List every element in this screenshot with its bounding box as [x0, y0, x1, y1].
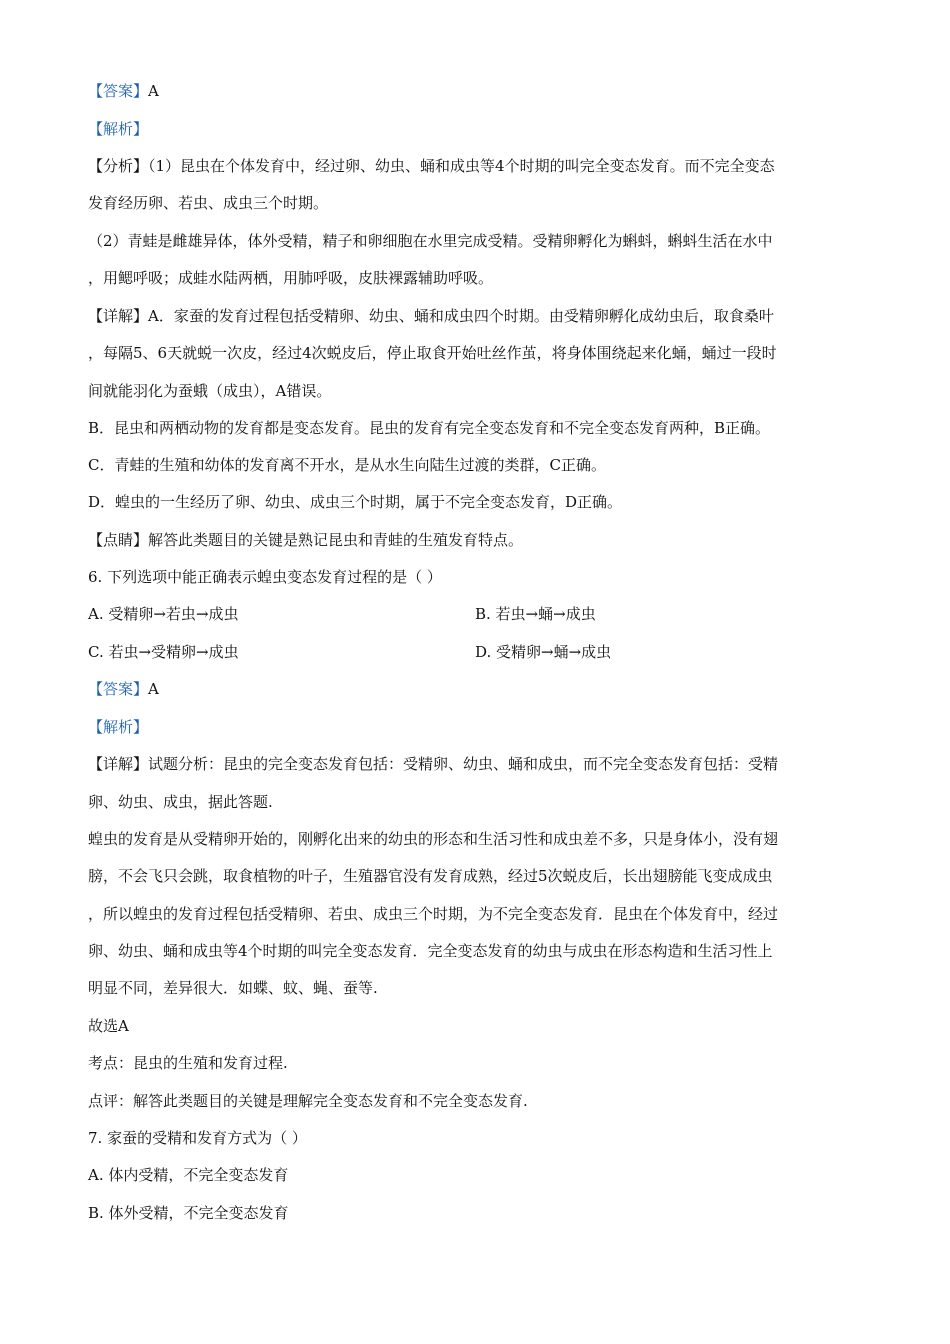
fenxi-text: 发育经历卵、若虫、成虫三个时期。: [88, 194, 329, 212]
q5-fenxi-line-3: [88, 230, 863, 252]
q5-option-c: [88, 454, 863, 476]
q6-xiangjie-line-2: [88, 791, 863, 813]
option-b-text: B．昆虫和两栖动物的发育都是变态发育。昆虫的发育有完全变态发育和不完全变态发育两种，B正确。: [88, 419, 771, 437]
analysis-tag: 【解析】: [88, 120, 149, 138]
kaodian-text: 考点：昆虫的生殖和发育过程.: [88, 1054, 288, 1072]
option-b: B. 若虫→蛹→成虫: [475, 605, 596, 623]
paragraph-text: 明显不同，差异很大．如蝶、蚊、蝇、蚕等.: [88, 979, 378, 997]
q5-xiangjie-line-1: [88, 305, 863, 327]
option-c: C. 若虫→受精卵→成虫: [88, 643, 239, 661]
option-c-text: C．青蛙的生殖和幼体的发育离不开水，是从水生向陆生过渡的类群，C正确。: [88, 456, 606, 474]
question-stem: 7. 家蚕的受精和发育方式为（ ）: [88, 1129, 307, 1147]
dianjing-text: 解答此类题目的关键是熟记昆虫和青蛙的生殖发育特点。: [148, 531, 524, 549]
fenxi-text: （2）青蛙是雌雄异体，体外受精，精子和卵细胞在水里完成受精。受精卵孵化为蝌蚪，蝌蚪生活在水中: [88, 232, 773, 250]
choose-text: 故选A: [88, 1017, 129, 1035]
q6-paragraph-line-2: [88, 865, 863, 887]
analysis-tag: 【解析】: [88, 718, 149, 736]
q6-paragraph-line-4: [88, 940, 863, 962]
xiangjie-tag: 【详解】: [88, 755, 149, 773]
paragraph-text: 卵、幼虫、蛹和成虫等4个时期的叫完全变态发育．完全变态发育的幼虫与成虫在形态构造和生活习性上: [88, 942, 773, 960]
q5-xiangjie-line-3: [88, 380, 863, 402]
q6-options-row-1: [88, 603, 863, 625]
option-a: A. 体内受精，不完全变态发育: [88, 1166, 289, 1184]
q5-answer-line: [88, 80, 863, 102]
q6-stem: [88, 566, 863, 588]
paragraph-text: 蝗虫的发育是从受精卵开始的，刚孵化出来的幼虫的形态和生活习性和成虫差不多，只是身体小，没有翅: [88, 830, 779, 848]
option-b: B. 体外受精，不完全变态发育: [88, 1204, 289, 1222]
paragraph-text: 膀，不会飞只会跳，取食植物的叶子，生殖器官没有发育成熟，经过5次蜕皮后，长出翅膀能飞变成成虫: [88, 867, 773, 885]
q5-option-b: [88, 417, 863, 439]
q7-option-b: [88, 1202, 863, 1224]
q6-paragraph-line-1: [88, 828, 863, 850]
paragraph-text: ，所以蝗虫的发育过程包括受精卵、若虫、成虫三个时期，为不完全变态发育．昆虫在个体发育中，经过: [88, 905, 779, 923]
q5-option-d: [88, 491, 863, 513]
answer-tag: 【答案】: [88, 680, 149, 698]
q6-analysis-line: [88, 716, 863, 738]
q6-paragraph-line-3: [88, 903, 863, 925]
q6-answer-line: [88, 678, 863, 700]
q6-dianping-line: [88, 1090, 863, 1112]
fenxi-text: （1）昆虫在个体发育中，经过卵、幼虫、蛹和成虫等4个时期的叫完全变态发育。而不完全变态: [148, 157, 775, 175]
xiangjie-text: A．家蚕的发育过程包括受精卵、幼虫、蛹和成虫四个时期。由受精卵孵化成幼虫后，取食桑叶: [148, 307, 774, 325]
q6-options-row-2: [88, 641, 863, 663]
dianping-text: 点评：解答此类题目的关键是理解完全变态发育和不完全变态发育.: [88, 1092, 528, 1110]
option-d: D. 受精卵→蛹→成虫: [475, 643, 612, 661]
q5-fenxi-line-4: [88, 267, 863, 289]
dianjing-tag: 【点睛】: [88, 531, 149, 549]
q6-xiangjie-line-1: [88, 753, 863, 775]
xiangjie-text: 间就能羽化为蚕蛾（成虫），A错误。: [88, 382, 332, 400]
q6-paragraph-line-5: [88, 977, 863, 999]
xiangjie-text: 试题分析：昆虫的完全变态发育包括：受精卵、幼虫、蛹和成虫，而不完全变态发育包括：受精: [148, 755, 779, 773]
xiangjie-text: ，每隔5、6天就蜕一次皮，经过4次蜕皮后，停止取食开始吐丝作茧，将身体围绕起来化蛹，蛹过一段时: [88, 344, 777, 362]
fenxi-text: ，用鳃呼吸；成蛙水陆两栖，用肺呼吸，皮肤裸露辅助呼吸。: [88, 269, 494, 287]
fenxi-tag: 【分析】: [88, 157, 149, 175]
q5-analysis-line: [88, 118, 863, 140]
q7-option-a: [88, 1164, 863, 1186]
option-a: A. 受精卵→若虫→成虫: [88, 605, 239, 623]
q7-stem: [88, 1127, 863, 1149]
q5-fenxi-line-1: [88, 155, 863, 177]
xiangjie-text: 卵、幼虫、成虫，据此答题.: [88, 793, 273, 811]
xiangjie-tag: 【详解】: [88, 307, 149, 325]
q6-kaodian-line: [88, 1052, 863, 1074]
option-d-text: D．蝗虫的一生经历了卵、幼虫、成虫三个时期，属于不完全变态发育，D正确。: [88, 493, 623, 511]
answer-value: A: [148, 82, 159, 100]
q5-xiangjie-line-2: [88, 342, 863, 364]
q5-fenxi-line-2: [88, 192, 863, 214]
q6-choose-line: [88, 1015, 863, 1037]
answer-value: A: [148, 680, 159, 698]
q5-dianjing-line: [88, 529, 863, 551]
question-stem: 6. 下列选项中能正确表示蝗虫变态发育过程的是（ ）: [88, 568, 442, 586]
answer-tag: 【答案】: [88, 82, 149, 100]
